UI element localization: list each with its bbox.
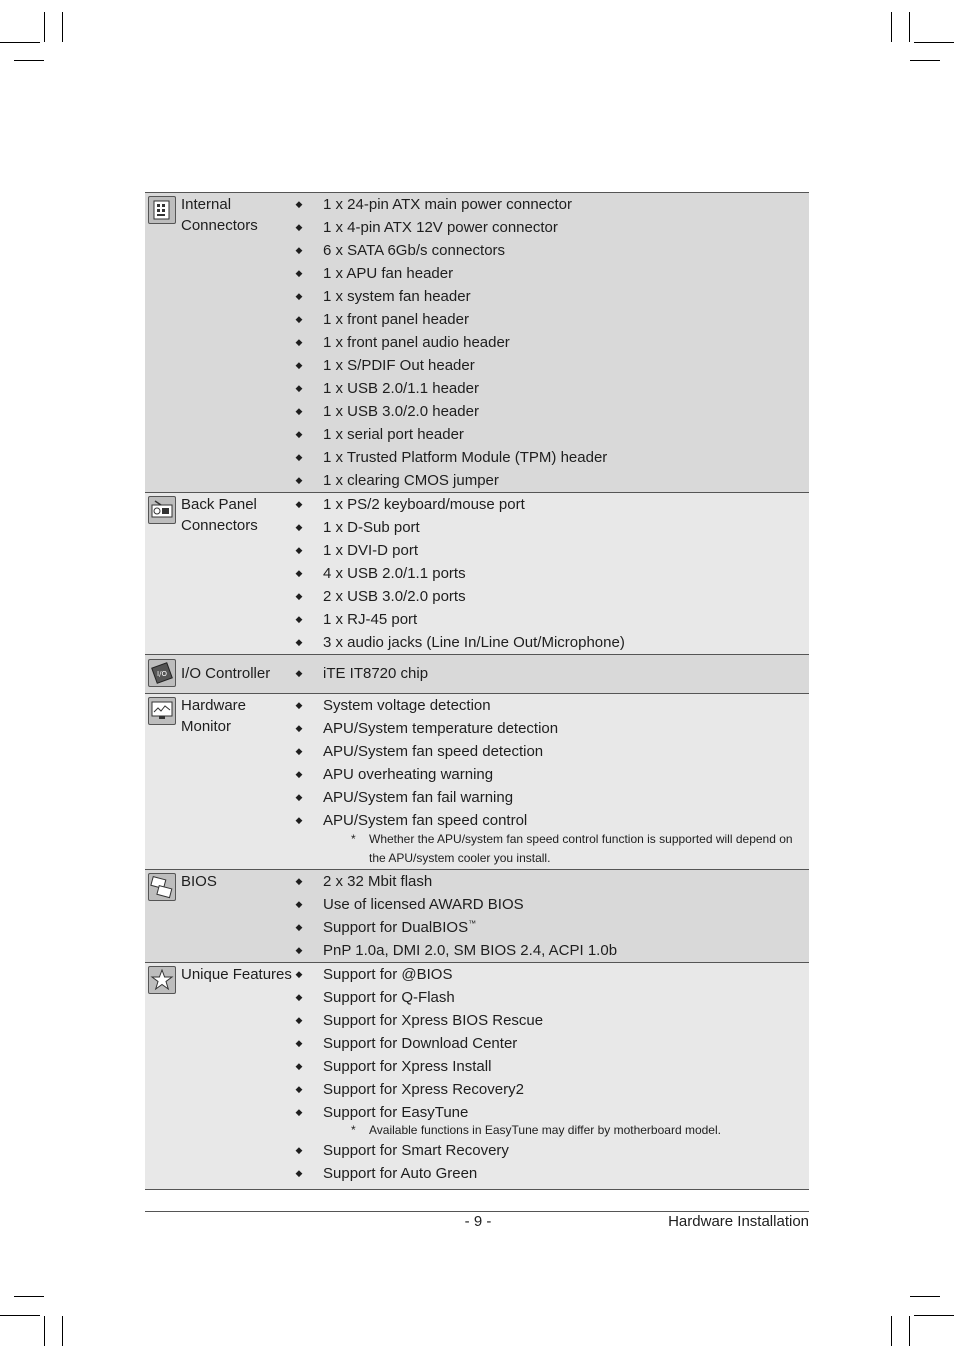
bullet-icon: ◆	[295, 792, 303, 802]
bullet-icon: ◆	[295, 614, 303, 624]
spec-item-text: 1 x D-Sub port	[323, 519, 420, 536]
crop-mark	[914, 42, 954, 43]
section-bios	[145, 870, 809, 963]
spec-item	[293, 717, 809, 740]
crop-mark	[909, 1316, 910, 1346]
spec-item-text: APU/System temperature detection	[323, 720, 559, 737]
crop-mark	[914, 1315, 954, 1316]
spec-item-text: 6 x SATA 6Gb/s connectors	[323, 242, 506, 259]
back-panel-icon	[148, 496, 176, 524]
section-unique-features	[145, 963, 809, 1190]
spec-item-text: 1 x system fan header	[323, 288, 471, 305]
bullet-icon: ◆	[295, 314, 303, 324]
spec-item	[293, 354, 809, 377]
crop-mark	[14, 60, 44, 61]
section-icon-cell	[145, 193, 181, 492]
spec-item-text: 1 x Trusted Platform Module (TPM) header	[323, 449, 608, 466]
section-io-controller	[145, 655, 809, 694]
spec-item	[293, 562, 809, 585]
spec-item	[293, 809, 809, 832]
crop-mark	[0, 42, 40, 43]
spec-item	[293, 662, 809, 685]
spec-item	[293, 585, 809, 608]
spec-item-text: Support for DualBIOS	[323, 919, 469, 936]
bullet-icon: ◆	[295, 268, 303, 278]
footnote	[293, 1122, 809, 1139]
bullet-icon: ◆	[295, 568, 303, 578]
spec-item-text: Support for Xpress Recovery2	[323, 1081, 524, 1098]
spec-item	[293, 285, 809, 308]
spec-item-text: 1 x 24-pin ATX main power connector	[323, 196, 573, 213]
spec-item-text: Support for Auto Green	[323, 1165, 478, 1182]
section-name-line: Back Panel	[181, 496, 257, 513]
bullet-icon: ◆	[295, 637, 303, 647]
spec-item	[293, 469, 809, 492]
spec-item-text: Use of licensed AWARD BIOS	[323, 896, 524, 913]
section-name	[181, 493, 293, 654]
crop-mark	[44, 1316, 45, 1346]
bullet-icon: ◆	[295, 475, 303, 485]
section-name	[181, 870, 293, 962]
section-name-line: Connectors	[181, 517, 258, 534]
section-back-panel-connectors	[145, 493, 809, 655]
spec-item	[293, 1032, 809, 1055]
spec-item-text: Support for Xpress BIOS Rescue	[323, 1012, 544, 1029]
spec-item-text: iTE IT8720 chip	[323, 665, 429, 682]
footnote	[293, 830, 809, 868]
spec-item-text: 2 x USB 3.0/2.0 ports	[323, 588, 466, 605]
section-name	[181, 193, 293, 492]
spec-item-text: 1 x 4-pin ATX 12V power connector	[323, 219, 558, 236]
spec-item	[293, 963, 809, 986]
spec-item-text: Support for EasyTune	[323, 1104, 469, 1121]
bullet-icon: ◆	[295, 769, 303, 779]
bullet-icon: ◆	[295, 876, 303, 886]
spec-item	[293, 516, 809, 539]
crop-mark	[14, 1296, 44, 1297]
section-internal-connectors	[145, 193, 809, 493]
spec-list	[293, 655, 809, 693]
bullet-icon: ◆	[295, 545, 303, 555]
bullet-icon: ◆	[295, 591, 303, 601]
section-name-line: I/O Controller	[181, 665, 271, 682]
bullet-icon: ◆	[295, 222, 303, 232]
section-name-line: Monitor	[181, 718, 232, 735]
spec-list	[293, 694, 809, 869]
section-icon-cell	[145, 655, 181, 693]
spec-item	[293, 1078, 809, 1101]
spec-item-text: APU/System fan speed detection	[323, 743, 544, 760]
spec-item-text: 1 x DVI-D port	[323, 542, 419, 559]
trademark-symbol: ™	[468, 919, 477, 928]
spec-item	[293, 1009, 809, 1032]
crop-mark	[62, 12, 63, 42]
bullet-icon: ◆	[295, 452, 303, 462]
spec-item	[293, 539, 809, 562]
spec-item-text: Support for @BIOS	[323, 966, 453, 983]
spec-item-text: 1 x clearing CMOS jumper	[323, 472, 499, 489]
spec-item-text: 1 x PS/2 keyboard/mouse port	[323, 496, 525, 513]
spec-item	[293, 694, 809, 717]
bullet-icon: ◆	[295, 1061, 303, 1071]
spec-item	[293, 870, 809, 893]
bullet-icon: ◆	[295, 522, 303, 532]
svg-text:I/O: I/O	[157, 670, 167, 678]
spec-item	[293, 939, 809, 962]
bullet-icon: ◆	[295, 1015, 303, 1025]
section-icon-cell	[145, 694, 181, 869]
spec-item	[293, 1101, 809, 1124]
spec-item-text: APU/System fan speed control	[323, 812, 528, 829]
section-name-line: Connectors	[181, 217, 258, 234]
crop-mark	[62, 1316, 63, 1346]
specification-table	[145, 192, 809, 1190]
bullet-icon: ◆	[295, 668, 303, 678]
spec-item	[293, 631, 809, 654]
spec-item-text: 1 x front panel header	[323, 311, 469, 328]
crop-mark	[909, 12, 910, 42]
bullet-icon: ◆	[295, 406, 303, 416]
spec-item-text: 1 x front panel audio header	[323, 334, 510, 351]
crop-mark	[910, 1296, 940, 1297]
section-name-line: Internal	[181, 196, 232, 213]
spec-item-text: APU/System fan fail warning	[323, 789, 514, 806]
bullet-icon: ◆	[295, 383, 303, 393]
footer-rule	[145, 1211, 809, 1212]
monitor-icon	[148, 697, 176, 725]
spec-item-text: 1 x APU fan header	[323, 265, 454, 282]
section-name-line: Unique Features	[181, 966, 292, 983]
spec-list	[293, 193, 809, 492]
spec-list	[293, 493, 809, 654]
spec-item-text: APU overheating warning	[323, 766, 494, 783]
spec-item-text: 1 x RJ-45 port	[323, 611, 418, 628]
bullet-icon: ◆	[295, 360, 303, 370]
spec-item-text: 4 x USB 2.0/1.1 ports	[323, 565, 466, 582]
spec-item-text: Support for Smart Recovery	[323, 1142, 509, 1159]
spec-item	[293, 308, 809, 331]
spec-item	[293, 377, 809, 400]
spec-item	[293, 262, 809, 285]
bullet-icon: ◆	[295, 746, 303, 756]
spec-item-text: Support for Q-Flash	[323, 989, 455, 1006]
crop-mark	[44, 12, 45, 42]
bullet-icon: ◆	[295, 700, 303, 710]
spec-item	[293, 423, 809, 446]
spec-item	[293, 216, 809, 239]
bullet-icon: ◆	[295, 945, 303, 955]
bullet-icon: ◆	[295, 1145, 303, 1155]
bullet-icon: ◆	[295, 429, 303, 439]
spec-item	[293, 446, 809, 469]
bullet-icon: ◆	[295, 969, 303, 979]
spec-item	[293, 331, 809, 354]
footer-section-title: Hardware Installation	[668, 1213, 809, 1230]
crop-mark	[0, 1315, 40, 1316]
section-name-line: BIOS	[181, 873, 217, 890]
footnote-marker: *	[351, 1123, 356, 1137]
bullet-icon: ◆	[295, 245, 303, 255]
spec-item	[293, 608, 809, 631]
bullet-icon: ◆	[295, 1038, 303, 1048]
spec-item	[293, 986, 809, 1009]
section-name-line: Hardware	[181, 697, 247, 714]
section-name	[181, 694, 293, 869]
crop-mark	[891, 12, 892, 42]
bullet-icon: ◆	[295, 337, 303, 347]
section-hardware-monitor	[145, 694, 809, 870]
spec-item-text: 1 x USB 2.0/1.1 header	[323, 380, 479, 397]
spec-item	[293, 740, 809, 763]
section-icon-cell	[145, 870, 181, 962]
spec-item-text: 1 x USB 3.0/2.0 header	[323, 403, 479, 420]
spec-item	[293, 493, 809, 516]
bullet-icon: ◆	[295, 815, 303, 825]
connector-icon	[148, 196, 176, 224]
bullet-icon: ◆	[295, 899, 303, 909]
crop-mark	[910, 60, 940, 61]
spec-item-text: Support for Xpress Install	[323, 1058, 492, 1075]
page-number: - 9 -	[464, 1213, 492, 1230]
spec-item	[293, 1139, 809, 1162]
spec-item	[293, 239, 809, 262]
spec-item	[293, 400, 809, 423]
spec-item-text: 1 x serial port header	[323, 426, 464, 443]
bullet-icon: ◆	[295, 992, 303, 1002]
bios-chip-icon	[148, 873, 176, 901]
spec-item	[293, 1162, 809, 1185]
spec-item	[293, 786, 809, 809]
footnote-text: Whether the APU/system fan speed control function is supported will depend on the APU/system cooler you install.	[369, 832, 793, 865]
footnote-text: Available functions in EasyTune may differ by motherboard model.	[369, 1123, 721, 1137]
bullet-icon: ◆	[295, 1084, 303, 1094]
star-icon	[148, 966, 176, 994]
spec-item-text: 1 x S/PDIF Out header	[323, 357, 475, 374]
section-name	[181, 655, 293, 693]
spec-item-text: 2 x 32 Mbit flash	[323, 873, 433, 890]
io-chip-icon	[148, 659, 176, 687]
bullet-icon: ◆	[295, 723, 303, 733]
bullet-icon: ◆	[295, 199, 303, 209]
spec-item-text: PnP 1.0a, DMI 2.0, SM BIOS 2.4, ACPI 1.0b	[323, 942, 618, 959]
spec-item-text: 3 x audio jacks (Line In/Line Out/Microphone)	[323, 634, 625, 651]
spec-list	[293, 870, 809, 962]
bullet-icon: ◆	[295, 1168, 303, 1178]
bullet-icon: ◆	[295, 499, 303, 509]
bullet-icon: ◆	[295, 1107, 303, 1117]
bullet-icon: ◆	[295, 922, 303, 932]
spec-item-text: Support for Download Center	[323, 1035, 518, 1052]
spec-item	[293, 1055, 809, 1078]
section-icon-cell	[145, 493, 181, 654]
spec-list	[293, 963, 809, 1189]
spec-item	[293, 193, 809, 216]
spec-item	[293, 916, 809, 939]
bullet-icon: ◆	[295, 291, 303, 301]
crop-mark	[891, 1316, 892, 1346]
spec-item	[293, 763, 809, 786]
spec-item-text: System voltage detection	[323, 697, 491, 714]
spec-item	[293, 893, 809, 916]
section-name	[181, 963, 293, 1189]
section-icon-cell	[145, 963, 181, 1189]
footnote-marker: *	[351, 832, 356, 846]
